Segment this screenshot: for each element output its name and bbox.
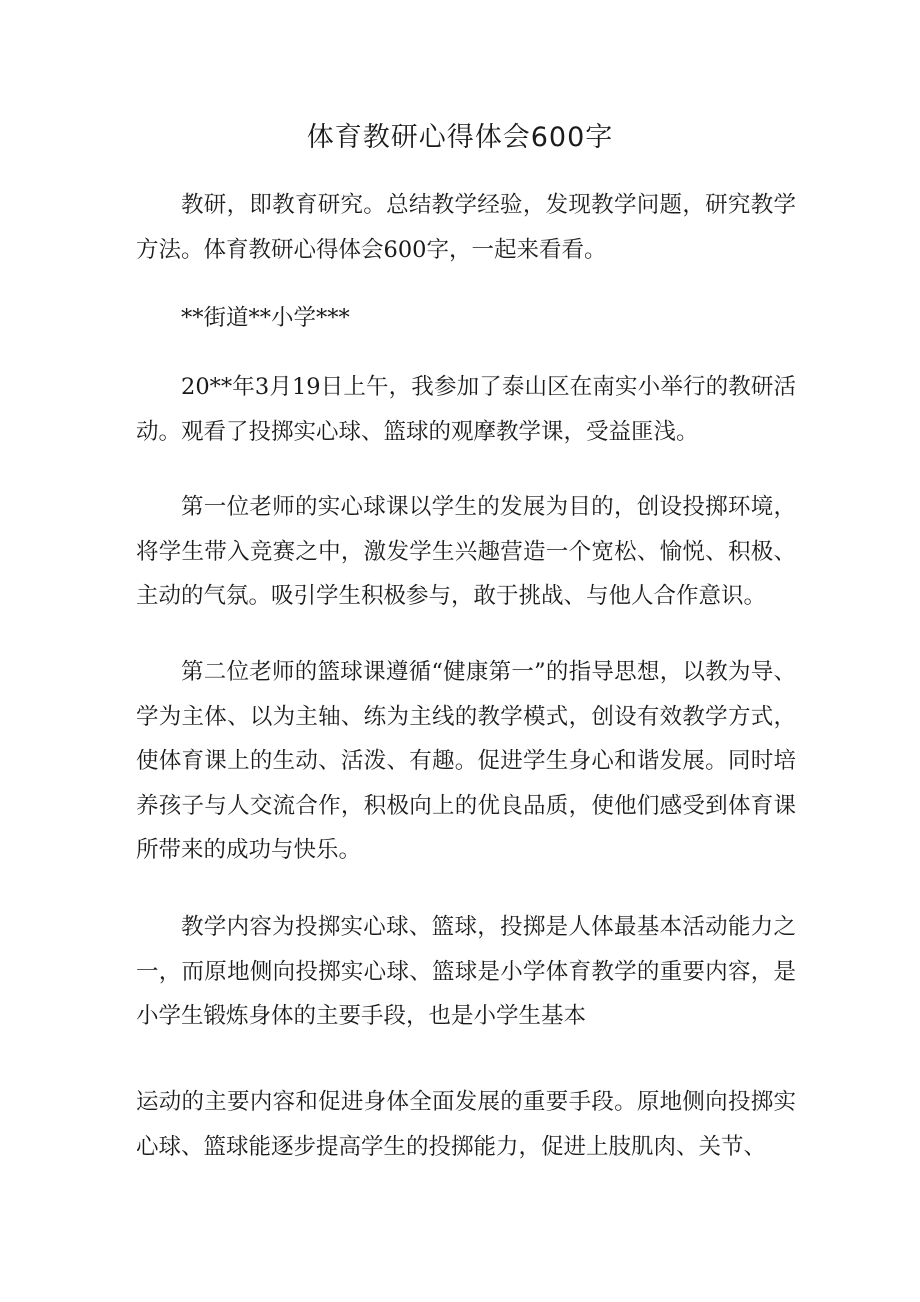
body-paragraph: 第二位老师的篮球课遵循“健康第一”的指导思想，以教为导、学为主体、以为主轴、练为主线的教学模式，创设有效教学方式，使体育课上的生动、活泼、有趣。促进学生身心和谐发展。同时培养孩子与人交流合作，积极向上的优良品质，使他们感受到体育课所带来的成功与快乐。 [136,659,796,863]
author-line: **街道**小学*** [181,305,350,331]
continued-paragraph: 运动的主要内容和促进身体全面发展的重要手段。原地侧向投掷实心球、篮球能逐步提高学生的投掷能力，促进上肢肌肉、关节、 [136,1089,796,1160]
document-title: 体育教研心得体会600字 [306,122,614,153]
body-paragraph: 教学内容为投掷实心球、篮球，投掷是人体最基本活动能力之一，而原地侧向投掷实心球、篮球是小学体育教学的重要内容，是小学生锻炼身体的主要手段，也是小学生基本 [136,914,796,1029]
intro-paragraph: 教研，即教育研究。总结教学经验，发现教学问题，研究教学方法。体育教研心得体会600字，一起来看看。 [136,192,796,263]
body-paragraph: 第一位老师的实心球课以学生的发展为目的，创设投掷环境，将学生带入竞赛之中，激发学生兴趣营造一个宽松、愉悦、积极、主动的气氛。吸引学生积极参与，敢于挑战、与他人合作意识。 [136,494,796,609]
body-paragraph: 20**年3月19日上午，我参加了泰山区在南实小举行的教研活动。观看了投掷实心球、篮球的观摩教学课，受益匪浅。 [136,374,796,445]
